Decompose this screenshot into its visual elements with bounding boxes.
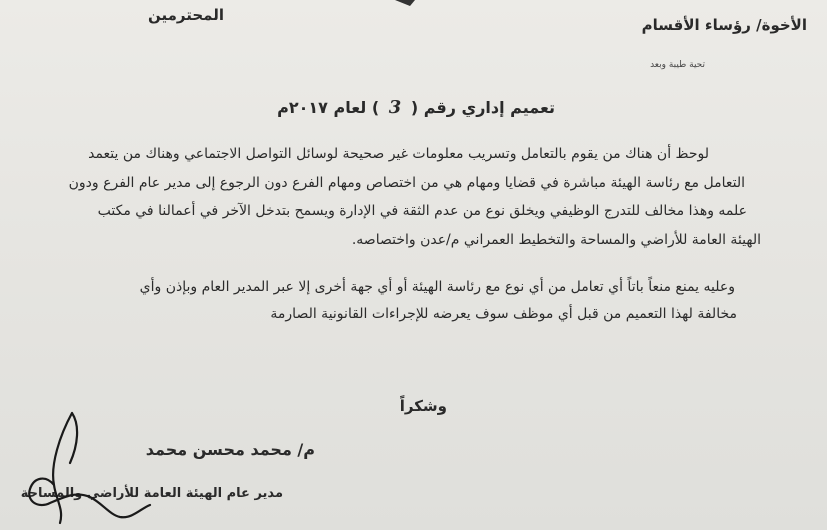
signer-name: م/ محمد محسن محمد [145, 440, 315, 459]
salutation-recipients: الأخوة/ رؤساء الأقسام [641, 16, 807, 34]
circular-number: 3 [388, 97, 402, 118]
body-line: الهيئة العامة للأراضي والمساحة والتخطيط العمراني م/عدن واختصاصه. [351, 232, 761, 248]
circular-title-suffix: ) لعام ٢٠١٧م [277, 98, 380, 117]
body-line: لوحظ أن هناك من يقوم بالتعامل وتسريب معلومات غير صحيحة لوسائل التواصل الاجتماعي وهناك من يتعمد [88, 146, 709, 162]
body-line: علمه وهذا مخالف للتدرج الوظيفي ويخلق نوع من عدم الثقة في الإدارة ويسمح بتدخل الآخر في أعمالنا في مكتب [97, 203, 747, 219]
body-line: التعامل مع رئاسة الهيئة مباشرة في قضايا ومهام هي من اختصاص ومهام الفرع دون الرجوع إلى مدير عام الفرع ودون [68, 175, 745, 191]
salutation-respected: المحترمين [148, 6, 225, 24]
handwritten-signature [20, 405, 160, 530]
signer-title: مدير عام الهيئة العامة للأراضي والمساحة [20, 486, 283, 501]
body-line: مخالفة لهذا التعميم من قبل أي موظف سوف يعرضه للإجراءات القانونية الصارمة [270, 306, 737, 322]
closing-thanks: وشكراً [399, 397, 447, 415]
circular-title-prefix: تعميم إداري رقم ( [410, 98, 555, 117]
circular-title [277, 97, 555, 118]
greeting-line: تحية طيبة وبعد [650, 60, 705, 70]
body-line: وعليه يمنع منعاً باتاً أي تعامل من أي نوع مع رئاسة الهيئة أو أي جهة أخرى إلا عبر المدير العام وبإذن وأي [139, 279, 735, 295]
